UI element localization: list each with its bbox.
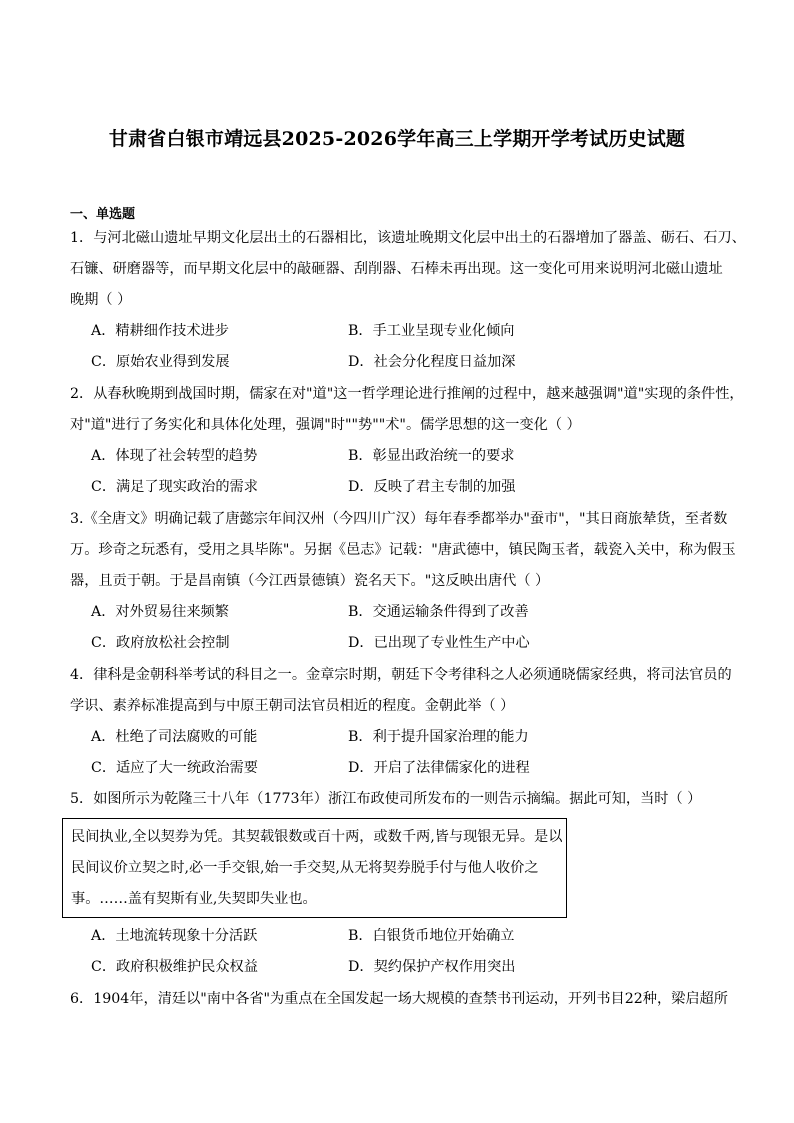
q5-option-b: B．白银货币地位开始确立 bbox=[348, 928, 515, 944]
q1-option-c: C．原始农业得到发展 bbox=[91, 354, 230, 370]
q1-option-b: B．手工业呈现专业化倾向 bbox=[348, 323, 515, 339]
q2-option-d: D．反映了君主专制的加强 bbox=[348, 479, 516, 495]
q5-option-a: A．土地流转现象十分活跃 bbox=[91, 928, 258, 944]
q4-option-a: A．杜绝了司法腐败的可能 bbox=[91, 729, 258, 745]
q3-line-1: 3.《全唐文》明确记载了唐懿宗年间汉州（今四川广汉）每年春季都举办"蚕市"，"其日商旅辇货，至者数 bbox=[70, 511, 728, 527]
q2-option-a: A．体现了社会转型的趋势 bbox=[91, 448, 258, 464]
q5-option-d: D．契约保护产权作用突出 bbox=[348, 959, 516, 975]
q1-line-1: 1．与河北磁山遗址早期文化层出土的石器相比，该遗址晚期文化层中出土的石器增加了器盖、砺石、石刀、 bbox=[70, 230, 746, 246]
q2-option-c: C．满足了现实政治的需求 bbox=[91, 479, 258, 495]
q4-option-d: D．开启了法律儒家化的进程 bbox=[348, 760, 530, 776]
q5-option-c: C．政府积极维护民众权益 bbox=[91, 959, 258, 975]
section-heading: 一、单选题 bbox=[70, 207, 136, 222]
q1-line-3: 晚期（ ） bbox=[70, 292, 132, 308]
q3-option-a: A．对外贸易往来频繁 bbox=[91, 604, 229, 620]
q2-option-b: B．彰显出政治统一的要求 bbox=[348, 448, 515, 464]
q6-line-1: 6．1904年，清廷以"南中各省"为重点在全国发起一场大规模的查禁书刊运动，开列书目22种，梁启超所 bbox=[70, 991, 728, 1007]
excerpt-line-1: 民间执业,全以契券为凭。其契载银数或百十两，或数千两,皆与现银无异。是以 bbox=[71, 829, 563, 845]
q2-line-1: 2．从春秋晚期到战国时期，儒家在对"道"这一哲学理论进行推阐的过程中，越来越强调"道"实现的条件性， bbox=[70, 386, 744, 402]
document-excerpt-box bbox=[62, 818, 567, 918]
q1-option-d: D．社会分化程度日益加深 bbox=[348, 354, 516, 370]
q4-line-1: 4．律科是金朝科举考试的科目之一。金章宗时期，朝廷下令考律科之人必须通晓儒家经典，将司法官员的 bbox=[70, 667, 732, 683]
exam-title: 甘肃省白银市靖远县2025-2026学年高三上学期开学考试历史试题 bbox=[108, 128, 686, 150]
q2-line-2: 对"道"进行了务实化和具体化处理，强调"时""势""术"。儒学思想的这一变化（ ） bbox=[70, 417, 581, 433]
q4-option-b: B．利于提升国家治理的能力 bbox=[348, 729, 529, 745]
q4-line-2: 学识、素养标准提高到与中原王朝司法官员相近的程度。金朝此举（ ） bbox=[70, 698, 515, 714]
q3-option-c: C．政府放松社会控制 bbox=[91, 635, 230, 651]
excerpt-line-2: 民间议价立契之时,必一手交银,始一手交契,从无将契券脱手付与他人收价之 bbox=[71, 860, 539, 876]
excerpt-line-3: 事。……盖有契斯有业,失契即失业也。 bbox=[71, 891, 317, 907]
q1-line-2: 石镰、研磨器等，而早期文化层中的敲砸器、刮削器、石棒未再出现。这一变化可用来说明河北磁山遗址 bbox=[70, 261, 723, 277]
q3-option-b: B．交通运输条件得到了改善 bbox=[348, 604, 529, 620]
q5-line-1: 5．如图所示为乾隆三十八年（1773年）浙江布政使司所发布的一则告示摘编。据此可知，当时（ ） bbox=[70, 791, 702, 807]
q4-option-c: C．适应了大一统政治需要 bbox=[91, 760, 258, 776]
q1-option-a: A．精耕细作技术进步 bbox=[91, 323, 229, 339]
q3-line-2: 万。珍奇之玩悉有，受用之具毕陈"。另据《邑志》记载："唐武德中，镇民陶玉者，载瓷入关中，称为假玉 bbox=[70, 542, 736, 558]
q3-option-d: D．已出现了专业性生产中心 bbox=[348, 635, 530, 651]
q3-line-3: 器，且贡于朝。于是昌南镇（今江西景德镇）瓷名天下。"这反映出唐代（ ） bbox=[70, 573, 550, 589]
